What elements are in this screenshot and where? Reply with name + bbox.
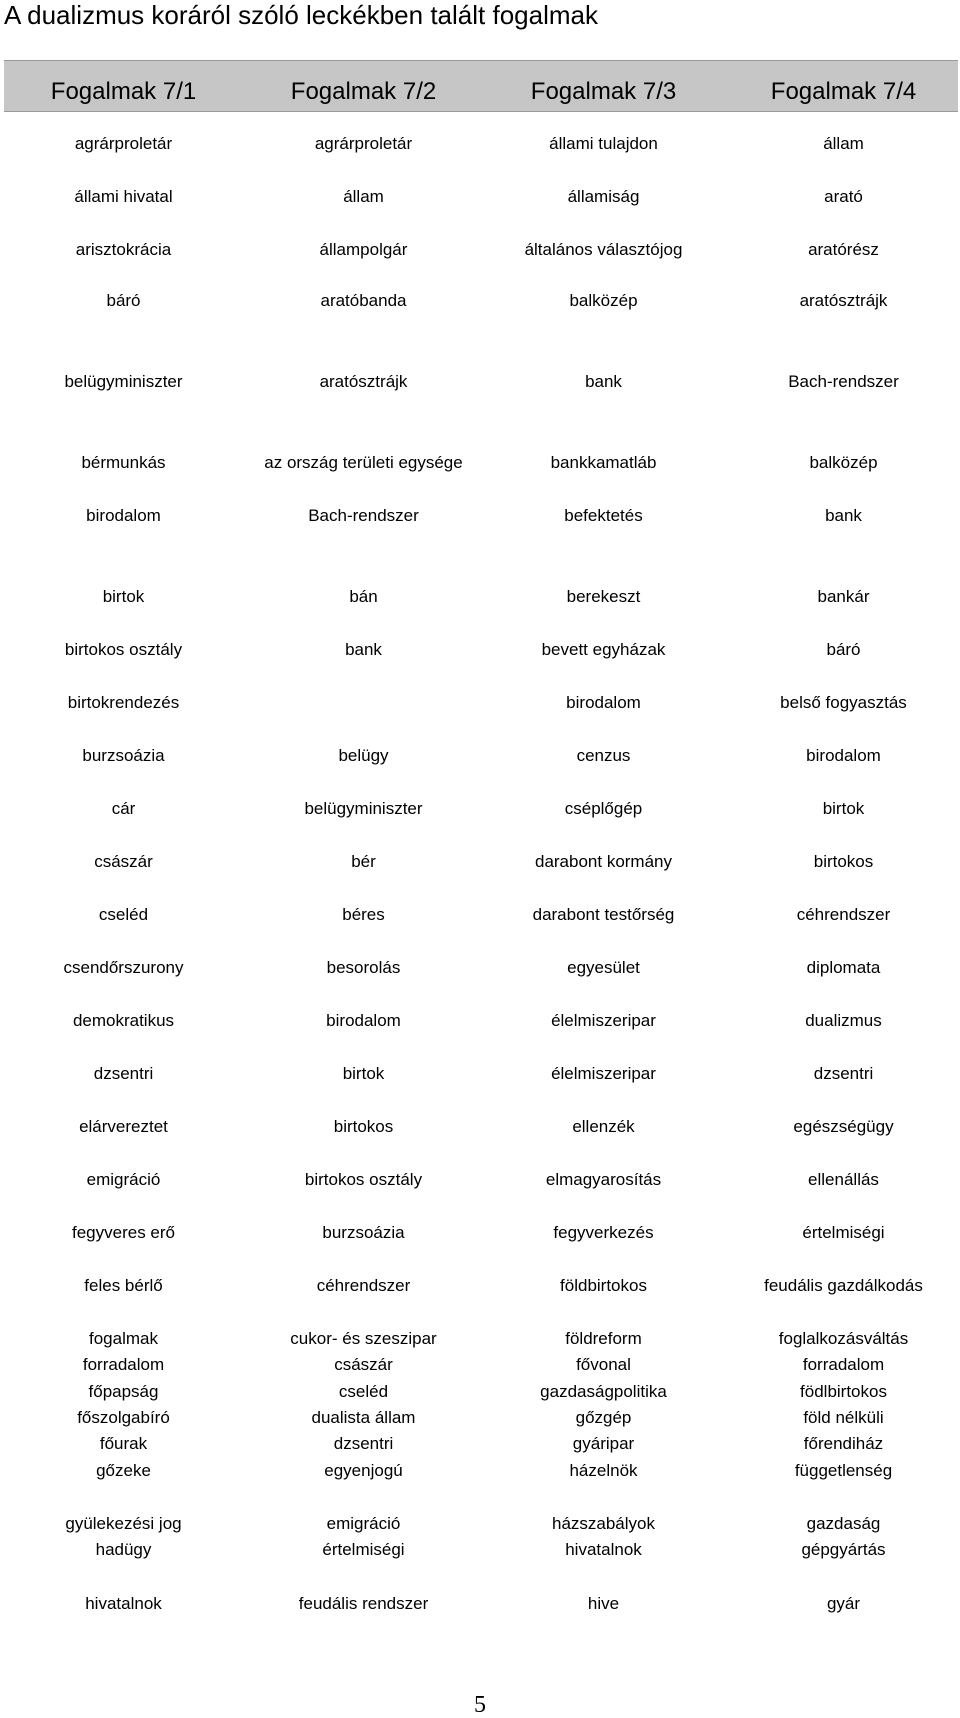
- table-cell: cár: [111, 799, 136, 818]
- table-cell: cseléd: [98, 905, 149, 924]
- table-row: [4, 290, 958, 312]
- table-cell: függetlenség: [794, 1461, 893, 1480]
- table-cell: ellenzék: [572, 1117, 635, 1136]
- table-cell: földreform: [565, 1329, 642, 1348]
- table-cell: hive: [587, 1594, 620, 1613]
- table-cell: gazdaság: [806, 1514, 881, 1533]
- table-row: [4, 1593, 958, 1615]
- table-cell: állampolgár: [319, 240, 408, 259]
- table-cell: értelmiségi: [802, 1223, 885, 1242]
- table-row: [4, 239, 958, 261]
- table-cell: feudális gazdálkodás: [764, 1276, 923, 1295]
- table-cell: dzsentri: [813, 1064, 874, 1083]
- table-cell: államiság: [567, 187, 640, 206]
- table-cell: befektetés: [564, 506, 643, 525]
- table-row: [4, 1010, 958, 1032]
- table-cell: értelmiségi: [322, 1540, 405, 1559]
- table-cell: cseléd: [338, 1382, 389, 1401]
- table-cell: bank: [345, 640, 382, 659]
- table-cell: aratósztrájk: [799, 291, 888, 310]
- table-cell: birodalom: [326, 1011, 401, 1030]
- table-cell: fogalmak: [89, 1329, 158, 1348]
- table-cell: birtok: [102, 587, 145, 606]
- table-cell: állami tulajdon: [549, 134, 658, 153]
- table-cell: birodalom: [806, 746, 881, 765]
- table-row: [4, 1222, 958, 1244]
- table-row: [4, 851, 958, 873]
- table-cell: gépgyártás: [801, 1540, 886, 1559]
- table-row: [4, 798, 958, 820]
- table-cell: besorolás: [326, 958, 401, 977]
- table-cell: császár: [94, 852, 153, 871]
- table-row: [4, 1513, 958, 1535]
- table-cell: födlbirtokos: [800, 1382, 887, 1401]
- table-cell: bérmunkás: [81, 453, 166, 472]
- table-cell: birtokos osztály: [64, 640, 183, 659]
- table-cell: birtok: [342, 1064, 385, 1083]
- table-row: [4, 1354, 958, 1376]
- table-cell: arisztokrácia: [75, 240, 172, 259]
- table-cell: élelmiszeripar: [551, 1011, 656, 1030]
- table-cell: főrendiház: [803, 1434, 884, 1453]
- table-row: [4, 1116, 958, 1138]
- table-cell: aratórész: [808, 240, 879, 259]
- table-row: [4, 1433, 958, 1455]
- table-cell: birtokos osztály: [304, 1170, 423, 1189]
- table-cell: dzsentri: [333, 1434, 394, 1453]
- table-cell: cenzus: [576, 746, 631, 765]
- table-cell: állam: [343, 187, 384, 206]
- table-row: [4, 586, 958, 608]
- table-row: [4, 1460, 958, 1482]
- table-cell: balközép: [809, 453, 878, 472]
- table-cell: feudális rendszer: [298, 1594, 429, 1613]
- table-cell: belügyminiszter: [64, 372, 183, 391]
- table-cell: diplomata: [806, 958, 881, 977]
- table-cell: hadügy: [95, 1540, 152, 1559]
- table-cell: bevett egyházak: [541, 640, 666, 659]
- table-cell: Bach-rendszer: [788, 372, 899, 391]
- table-row: [4, 1169, 958, 1191]
- table-cell: birtokrendezés: [67, 693, 180, 712]
- table-cell: ellenállás: [808, 1170, 879, 1189]
- table-cell: egyenjogú: [324, 1461, 403, 1480]
- table-row: [4, 1328, 958, 1350]
- table-cell: agrárproletár: [74, 134, 173, 153]
- table-cell: feles bérlő: [84, 1276, 163, 1295]
- table-cell: emigráció: [86, 1170, 161, 1189]
- table-row: [4, 1407, 958, 1429]
- table-row: [4, 186, 958, 208]
- table-cell: élelmiszeripar: [551, 1064, 656, 1083]
- table-cell: gyáripar: [572, 1434, 635, 1453]
- table-row: [4, 1539, 958, 1561]
- table-cell: aratóbanda: [320, 291, 407, 310]
- table-cell: bank: [585, 372, 622, 391]
- table-cell: dzsentri: [93, 1064, 154, 1083]
- table-row: [4, 957, 958, 979]
- table-cell: foglalkozásváltás: [778, 1329, 909, 1348]
- table-cell: burzsoázia: [322, 1223, 405, 1242]
- table-cell: főurak: [99, 1434, 148, 1453]
- table-cell: berekeszt: [566, 587, 641, 606]
- table-cell: Bach-rendszer: [308, 506, 419, 525]
- table-cell: darabont testőrség: [532, 905, 675, 924]
- table-row: [4, 1063, 958, 1085]
- table-cell: darabont kormány: [534, 852, 673, 871]
- table-cell: belső fogyasztás: [780, 693, 907, 712]
- table-cell: házelnök: [569, 1461, 638, 1480]
- table-cell: arató: [824, 187, 863, 206]
- table-cell: agrárproletár: [314, 134, 413, 153]
- table-cell: burzsoázia: [82, 746, 165, 765]
- table-cell: emigráció: [326, 1514, 401, 1533]
- table-header: [4, 60, 958, 112]
- table-cell: császár: [334, 1355, 393, 1374]
- table-row: [4, 1275, 958, 1297]
- table-cell: birodalom: [566, 693, 641, 712]
- table-cell: balközép: [569, 291, 638, 310]
- table-row: [4, 505, 958, 527]
- table-row: [4, 133, 958, 155]
- table-cell: birodalom: [86, 506, 161, 525]
- table-cell: bank: [825, 506, 862, 525]
- table-cell: forradalom: [802, 1355, 885, 1374]
- table-cell: belügy: [338, 746, 389, 765]
- table-row: [4, 904, 958, 926]
- column-header: Fogalmak 7/1: [50, 78, 197, 105]
- table-cell: egészségügy: [793, 1117, 894, 1136]
- table-cell: gyár: [826, 1594, 861, 1613]
- table-row: [4, 1381, 958, 1403]
- table-cell: gazdaságpolitika: [540, 1382, 667, 1401]
- table-cell: céhrendszer: [796, 905, 891, 924]
- table-cell: elmagyarosítás: [545, 1170, 662, 1189]
- column-header: Fogalmak 7/2: [290, 78, 437, 105]
- table-cell: föld nélküli: [803, 1408, 884, 1427]
- table-cell: aratósztrájk: [319, 372, 408, 391]
- table-cell: cukor- és szeszipar: [290, 1329, 437, 1348]
- table-cell: cséplőgép: [564, 799, 643, 818]
- table-cell: hivatalnok: [565, 1540, 642, 1559]
- table-row: [4, 692, 958, 714]
- page-title: A dualizmus koráról szóló leckékben talált fogalmak: [4, 0, 598, 30]
- table-cell: csendőrszurony: [63, 958, 184, 977]
- table-cell: általános választójog: [524, 240, 683, 259]
- table-cell: céhrendszer: [316, 1276, 411, 1295]
- table-cell: bankkamatláb: [550, 453, 657, 472]
- table-cell: bán: [349, 587, 378, 606]
- table-row: [4, 745, 958, 767]
- column-header: Fogalmak 7/4: [770, 78, 917, 105]
- table-cell: demokratikus: [72, 1011, 175, 1030]
- table-cell: dualizmus: [805, 1011, 882, 1030]
- table-cell: belügyminiszter: [304, 799, 423, 818]
- table-cell: állami hivatal: [74, 187, 173, 206]
- table-cell: báró: [826, 640, 861, 659]
- table-cell: egyesület: [567, 958, 640, 977]
- table-cell: dualista állam: [311, 1408, 416, 1427]
- table-cell: földbirtokos: [560, 1276, 647, 1295]
- table-cell: bér: [351, 852, 376, 871]
- table-cell: forradalom: [82, 1355, 165, 1374]
- table-cell: gyülekezési jog: [65, 1514, 182, 1533]
- table-row: [4, 639, 958, 661]
- table-cell: béres: [342, 905, 385, 924]
- table-cell: hivatalnok: [85, 1594, 162, 1613]
- table-row: [4, 371, 958, 393]
- table-cell: fegyverkezés: [553, 1223, 654, 1242]
- table-cell: birtokos: [333, 1117, 394, 1136]
- table-cell: gőzgép: [575, 1408, 632, 1427]
- table-cell: főszolgabíró: [77, 1408, 170, 1427]
- table-cell: báró: [106, 291, 141, 310]
- table-cell: állam: [823, 134, 864, 153]
- column-header: Fogalmak 7/3: [530, 78, 677, 105]
- table-cell: fegyveres erő: [72, 1223, 175, 1242]
- page-number: 5: [474, 1692, 486, 1718]
- table-row: [4, 452, 958, 474]
- table-cell: bankár: [817, 587, 870, 606]
- table-cell: birtokos: [813, 852, 874, 871]
- table-cell: házszabályok: [551, 1514, 655, 1533]
- table-cell: birtok: [822, 799, 865, 818]
- table-cell: gőzeke: [96, 1461, 151, 1480]
- table-cell: elárvereztet: [79, 1117, 168, 1136]
- table-cell: főpapság: [88, 1382, 159, 1401]
- table-cell: fővonal: [576, 1355, 631, 1374]
- table-cell: az ország területi egysége: [264, 453, 463, 472]
